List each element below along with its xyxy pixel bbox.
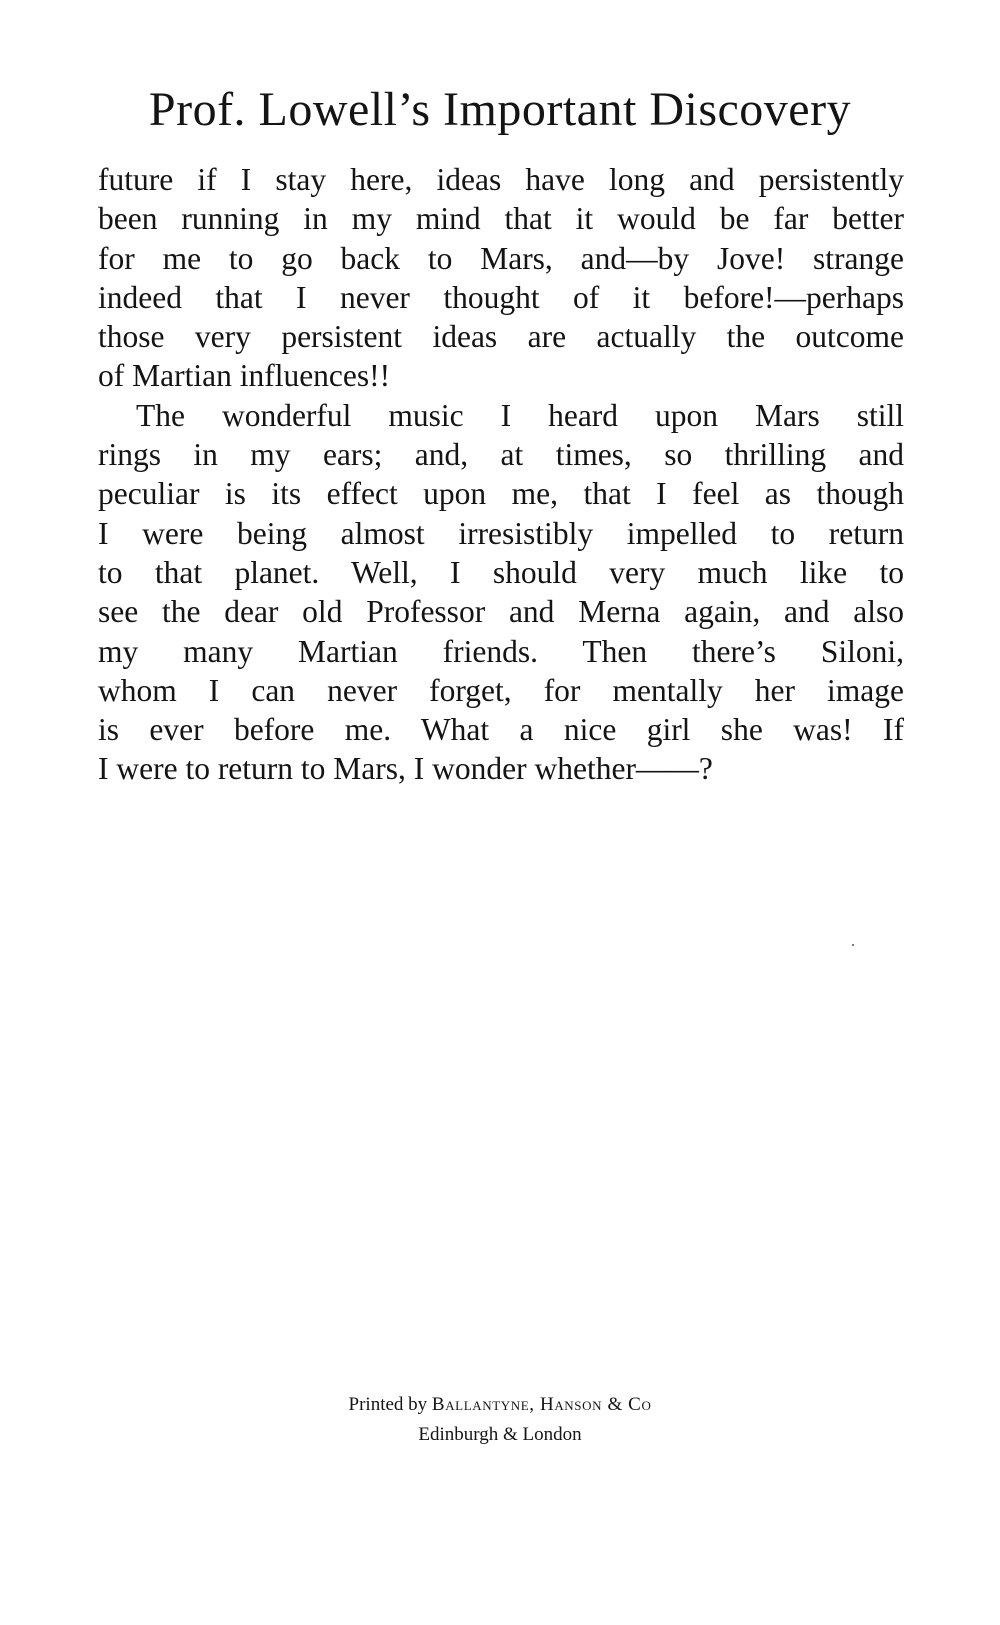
text-line: future if I stay here, ideas have long and persistently — [98, 162, 904, 197]
print-speck — [852, 944, 854, 946]
text-line: been running in my mind that it would be far better — [98, 201, 904, 237]
printer-imprint — [0, 1392, 1000, 1418]
text-line: whom I can never forget, for mentally her image — [98, 672, 904, 708]
text-line: those very persistent ideas are actually the outcome — [98, 319, 904, 355]
text-line: indeed that I never thought of it before!—perhaps — [98, 279, 904, 315]
running-title: Prof. Lowell’s Important Discovery — [148, 83, 852, 136]
text-line: peculiar is its effect upon me, that I feel as though — [98, 476, 904, 512]
text-line: The wonderful music I heard upon Mars still — [136, 397, 904, 433]
text-line: I were being almost irresistibly impelled to return — [98, 515, 904, 551]
body-text — [98, 160, 904, 789]
text-line: of Martian influences!! — [98, 358, 391, 394]
printer-name: Ballantyne, Hanson & Co — [431, 1394, 652, 1415]
text-line: my many Martian friends. Then there’s Siloni, — [98, 633, 904, 669]
text-line: for me to go back to Mars, and—by Jove! strange — [98, 240, 904, 276]
printer-location: Edinburgh & London — [418, 1424, 582, 1445]
text-line: see the dear old Professor and Merna again, and also — [98, 594, 904, 630]
text-line: rings in my ears; and, at times, so thrilling and — [98, 437, 904, 473]
text-line: I were to return to Mars, I wonder whether——? — [98, 751, 713, 787]
text-line: to that planet. Well, I should very much like to — [98, 554, 904, 590]
text-line: is ever before me. What a nice girl she was! If — [98, 712, 904, 748]
printed-by-label: Printed by — [348, 1394, 428, 1415]
